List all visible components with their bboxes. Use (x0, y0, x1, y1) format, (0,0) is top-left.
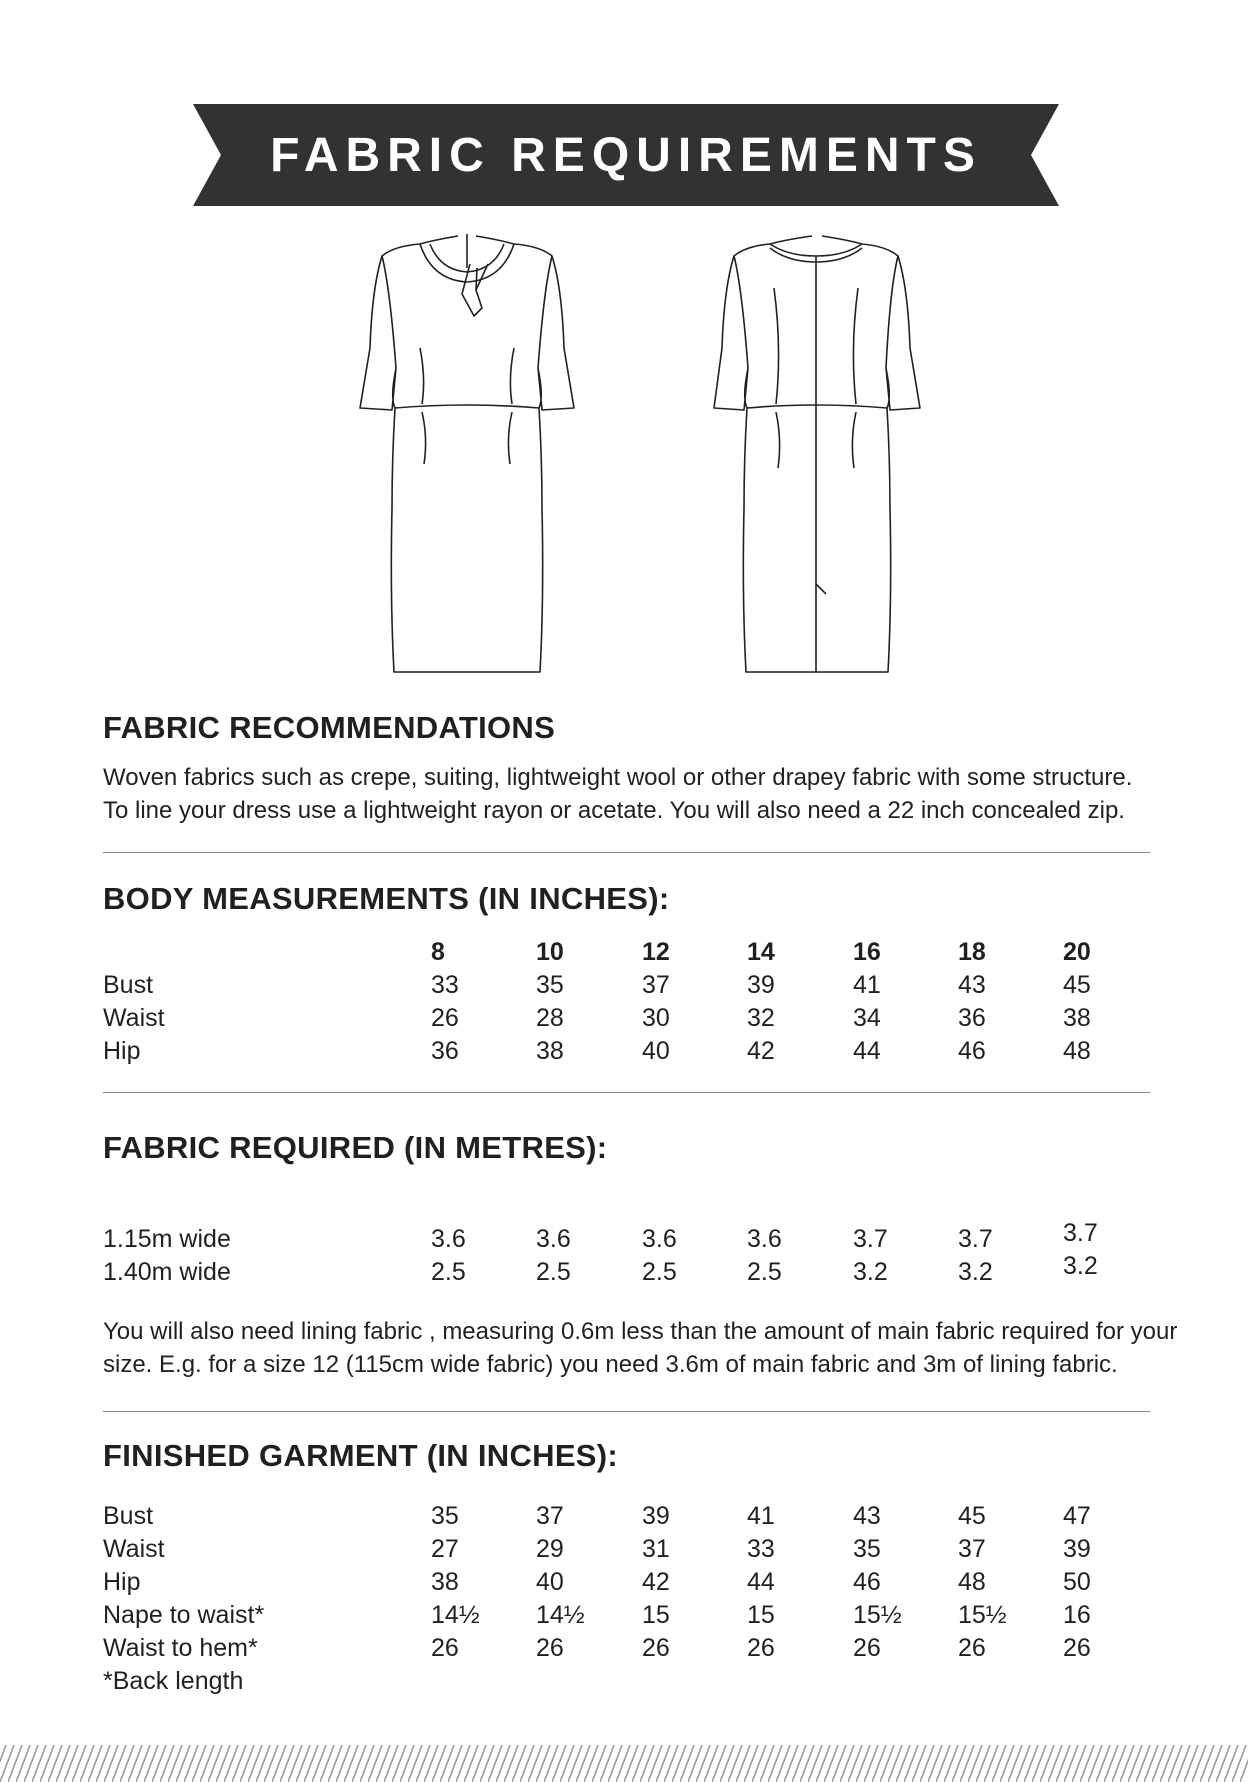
table-cell: 30 (642, 1004, 670, 1032)
size-header: 16 (853, 938, 881, 966)
table-cell: 48 (958, 1568, 986, 1596)
decorative-stripe-border (0, 1745, 1248, 1782)
body-measurements-heading: BODY MEASUREMENTS (IN INCHES): (103, 881, 670, 916)
table-cell: 47 (1063, 1502, 1091, 1530)
table-cell: 3.2 (958, 1258, 993, 1286)
note-line: You will also need lining fabric , measuring 0.6m less than the amount of main fabric required for your (103, 1318, 1178, 1345)
size-header: 20 (1063, 938, 1091, 966)
table-cell: 26 (958, 1634, 986, 1662)
title-banner (193, 104, 1059, 206)
table-cell: 3.2 (853, 1258, 888, 1286)
table-cell: 2.5 (642, 1258, 677, 1286)
table-cell: 26 (536, 1634, 564, 1662)
table-cell: 28 (536, 1004, 564, 1032)
table-cell: 15½ (958, 1601, 1007, 1629)
table-cell: 50 (1063, 1568, 1091, 1596)
table-cell: 39 (747, 971, 775, 999)
row-label: Waist to hem* (103, 1634, 258, 1662)
table-cell: 38 (536, 1037, 564, 1065)
table-cell: 44 (747, 1568, 775, 1596)
table-cell: 26 (642, 1634, 670, 1662)
size-header: 14 (747, 938, 775, 966)
table-cell: 35 (536, 971, 564, 999)
table-cell: 48 (1063, 1037, 1091, 1065)
dress-front-sketch (350, 228, 590, 678)
table-cell: 14½ (536, 1601, 585, 1629)
finished-garment-heading: FINISHED GARMENT (IN INCHES): (103, 1438, 619, 1473)
table-cell: 38 (431, 1568, 459, 1596)
table-cell: 15 (747, 1601, 775, 1629)
table-cell: 43 (853, 1502, 881, 1530)
row-label: Bust (103, 971, 154, 999)
table-cell: 3.6 (747, 1225, 782, 1253)
table-cell: 44 (853, 1037, 881, 1065)
table-cell: 26 (431, 1634, 459, 1662)
table-cell: 26 (747, 1634, 775, 1662)
table-cell: 36 (958, 1004, 986, 1032)
table-cell: 39 (1063, 1535, 1091, 1563)
row-label: Hip (103, 1037, 141, 1065)
fabric-recommendations-heading: FABRIC RECOMMENDATIONS (103, 710, 556, 745)
table-cell: 3.7 (958, 1225, 993, 1253)
table-cell: 3.6 (536, 1225, 571, 1253)
table-cell: 42 (747, 1037, 775, 1065)
table-cell: 31 (642, 1535, 670, 1563)
table-cell: 26 (1063, 1634, 1091, 1662)
table-cell: 37 (642, 971, 670, 999)
table-cell: 2.5 (431, 1258, 466, 1286)
table-cell: 27 (431, 1535, 459, 1563)
note-line: size. E.g. for a size 12 (115cm wide fabric) you need 3.6m of main fabric and 3m of lining fabric. (103, 1351, 1118, 1378)
table-cell: 3.7 (853, 1225, 888, 1253)
lining-note (103, 1315, 1178, 1381)
row-label: Hip (103, 1568, 141, 1596)
row-label: Waist (103, 1004, 165, 1032)
table-cell: 15½ (853, 1601, 902, 1629)
section-divider (103, 1411, 1150, 1412)
table-cell: 3.2 (1063, 1252, 1098, 1280)
table-cell: 46 (958, 1037, 986, 1065)
table-cell: 37 (536, 1502, 564, 1530)
dress-sketches (350, 228, 930, 678)
table-cell: 41 (853, 971, 881, 999)
table-cell: 15 (642, 1601, 670, 1629)
table-cell: 40 (536, 1568, 564, 1596)
table-cell: 33 (431, 971, 459, 999)
table-cell: 38 (1063, 1004, 1091, 1032)
table-cell: 14½ (431, 1601, 480, 1629)
size-header: 8 (431, 938, 445, 966)
footnote: *Back length (103, 1667, 244, 1695)
page-title: FABRIC REQUIREMENTS (270, 128, 982, 182)
table-cell: 46 (853, 1568, 881, 1596)
table-cell: 45 (958, 1502, 986, 1530)
table-cell: 40 (642, 1037, 670, 1065)
section-divider (103, 1092, 1150, 1093)
fabric-required-heading: FABRIC REQUIRED (IN METRES): (103, 1130, 608, 1165)
fabric-recommendations-text (103, 761, 1163, 827)
table-cell: 41 (747, 1502, 775, 1530)
table-cell: 3.7 (1063, 1219, 1098, 1247)
table-cell: 45 (1063, 971, 1091, 999)
table-cell: 2.5 (536, 1258, 571, 1286)
size-header: 18 (958, 938, 986, 966)
row-label: Nape to waist* (103, 1601, 265, 1629)
recommendation-line: Woven fabrics such as crepe, suiting, lightweight wool or other drapey fabric with some structure. (103, 764, 1133, 791)
table-cell: 39 (642, 1502, 670, 1530)
table-cell: 34 (853, 1004, 881, 1032)
table-cell: 36 (431, 1037, 459, 1065)
table-cell: 16 (1063, 1601, 1091, 1629)
row-label: 1.15m wide (103, 1225, 231, 1253)
section-divider (103, 852, 1150, 853)
size-header: 10 (536, 938, 564, 966)
table-cell: 2.5 (747, 1258, 782, 1286)
table-cell: 37 (958, 1535, 986, 1563)
row-label: 1.40m wide (103, 1258, 231, 1286)
table-cell: 32 (747, 1004, 775, 1032)
table-cell: 43 (958, 971, 986, 999)
row-label: Waist (103, 1535, 165, 1563)
dress-back-sketch (712, 228, 932, 678)
table-cell: 3.6 (431, 1225, 466, 1253)
table-cell: 26 (853, 1634, 881, 1662)
table-cell: 35 (431, 1502, 459, 1530)
table-cell: 26 (431, 1004, 459, 1032)
table-cell: 3.6 (642, 1225, 677, 1253)
table-cell: 42 (642, 1568, 670, 1596)
table-cell: 35 (853, 1535, 881, 1563)
table-cell: 33 (747, 1535, 775, 1563)
size-header: 12 (642, 938, 670, 966)
table-cell: 29 (536, 1535, 564, 1563)
row-label: Bust (103, 1502, 154, 1530)
recommendation-line: To line your dress use a lightweight rayon or acetate. You will also need a 22 inch concealed zip. (103, 797, 1125, 824)
